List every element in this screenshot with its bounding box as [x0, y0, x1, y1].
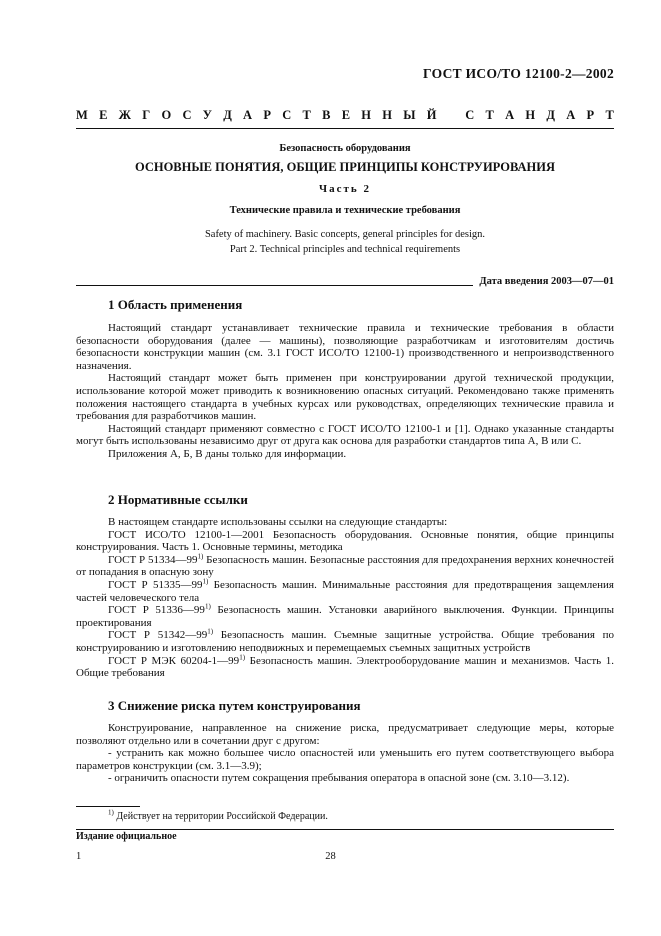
reference-text: Безопасность машин. Электрооборудование машин и механизмов. Часть 1. Общие требования — [76, 654, 614, 680]
banner-letter: Й — [426, 108, 437, 122]
footer-divider — [76, 829, 614, 830]
title-technical: Технические правила и технические требования — [229, 205, 461, 216]
footnote-ref: 1) — [207, 627, 214, 636]
introduction-date: Дата введения 2003—07—01 — [473, 276, 614, 287]
banner-letter: М — [76, 108, 88, 122]
paragraph: Настоящий стандарт применяют совместно с ГОСТ ИСО/ТО 12100-1 и [1]. Однако указанные стандарты могут быть использованы независимо друг от друга как основа для разработки стандартов типа А, В или С. — [76, 422, 614, 448]
standard-id: ГОСТ ИСО/ТО 12100-2—2002 — [423, 66, 614, 81]
reference-text: Безопасность машин. Установки аварийного выключения. Функции. Принципы проектирования — [76, 604, 615, 629]
section-2-heading: 2 Нормативные ссылки — [108, 492, 248, 507]
section-1-body — [76, 322, 614, 461]
footnote — [108, 808, 328, 822]
bullet-item: - ограничить опасности путем сокращения пребывания оператора в опасной зоне (см. 3.10—3.12). — [108, 772, 570, 785]
title-main: ОСНОВНЫЕ ПОНЯТИЯ, ОБЩИЕ ПРИНЦИПЫ КОНСТРУИРОВАНИЯ — [134, 160, 556, 174]
footnote-text: Действует на территории Российской Федерации. — [113, 811, 328, 822]
interstate-standard-banner — [76, 108, 614, 123]
reference-code: ГОСТ Р 51334—99 — [108, 553, 198, 566]
reference-text: Безопасность машин. Минимальные расстояния для предотвращения защемления частей человеческого тела — [76, 578, 614, 604]
title-subtitle: Безопасность оборудования — [279, 143, 411, 154]
section-3-body — [76, 722, 614, 785]
reference-item — [76, 579, 614, 604]
bullet-item: - устранить как можно большее число опасностей или уменьшить его путем соответствующего выбора параметров конструкции (см. 3.1—3.9); — [76, 747, 614, 772]
section-2-body — [76, 516, 614, 680]
paragraph: Настоящий стандарт может быть применен при конструировании другой технической продукции, использование которой может приводить к возникновению опасных ситуаций. Рекомендовано также применять положения настоящего стандарта в учебных курсах или руководствах, определяющих технические правила и требования для разработчиков машин. — [76, 372, 614, 423]
banner-letter: О — [161, 108, 172, 122]
reference-code: ГОСТ Р МЭК 60204-1—99 — [108, 654, 240, 667]
reference-item — [76, 604, 614, 629]
banner-letter: В — [322, 108, 331, 122]
reference-code: ГОСТ Р 51336—99 — [108, 604, 205, 617]
reference-item: ГОСТ ИСО/ТО 12100-1—2001 Безопасность оборудования. Основные понятия, общие принципы конструирования. Часть 1. Основные термины, методика — [76, 528, 614, 554]
banner-letter: С — [182, 108, 192, 122]
banner-letter: Ы — [403, 108, 416, 122]
banner-letter: А — [566, 108, 576, 122]
banner-letter: Н — [361, 108, 372, 122]
banner-letter: А — [505, 108, 515, 122]
top-divider — [76, 128, 614, 129]
reference-item — [76, 554, 614, 579]
footnote-divider — [76, 806, 140, 807]
banner-letter: Ж — [118, 108, 132, 122]
left-number: 1 — [76, 851, 82, 862]
banner-letter: Д — [223, 108, 232, 122]
banner-letter: Н — [525, 108, 536, 122]
banner-letter: Е — [341, 108, 351, 122]
paragraph: В настоящем стандарте использованы ссылки на следующие стандарты: — [108, 516, 448, 528]
paragraph: Приложения А, Б, В даны только для информации. — [108, 447, 347, 460]
reference-text: Безопасность машин. Безопасные расстояния для предохранения верхних конечностей от попадания в опасную зону — [76, 553, 614, 579]
reference-code: ГОСТ Р 51342—99 — [108, 629, 208, 642]
title-english-line2: Part 2. Technical principles and technical requirements — [229, 244, 461, 255]
footnote-mark: 1) — [108, 808, 114, 817]
banner-letter: Н — [382, 108, 392, 122]
footnote-ref: 1) — [202, 577, 209, 586]
banner-letter — [448, 108, 454, 123]
title-part: Часть 2 — [319, 183, 371, 195]
banner-letter: Е — [99, 108, 108, 122]
paragraph: Настоящий стандарт устанавливает технические правила и технические требования в области безопасности оборудования (далее — машины), позволяющие разработчикам и изготовителям достичь безопасности конструкции машин (см. 3.1 ГОСТ ИСО/ТО 12100-1) производственного и непроизводственного назначения. — [76, 322, 614, 372]
banner-letter: С — [282, 108, 292, 122]
banner-letter: Т — [302, 108, 311, 122]
banner-letter: Т — [605, 108, 614, 122]
section-1-heading: 1 Область применения — [108, 297, 243, 312]
banner-letter: А — [243, 108, 253, 122]
page-number: 28 — [325, 851, 336, 862]
banner-letter: Р — [586, 108, 595, 122]
banner-letter: Т — [485, 108, 494, 122]
footnote-ref: 1) — [197, 552, 204, 561]
reference-item — [76, 629, 614, 654]
footnote-ref: 1) — [239, 652, 246, 661]
banner-letter: У — [202, 108, 212, 122]
footnote-ref: 1) — [204, 602, 211, 611]
reference-text: Безопасность машин. Съемные защитные устройства. Общие требования по конструированию и изготовлению неподвижных и перемещаемых съемных защитных устройств — [76, 629, 614, 654]
official-edition-label: Издание официальное — [76, 831, 177, 842]
section-3-heading: 3 Снижение риска путем конструирования — [108, 698, 361, 713]
banner-letter: Р — [263, 108, 271, 122]
banner-letter: С — [465, 108, 475, 122]
title-english-line1: Safety of machinery. Basic concepts, general principles for design. — [204, 229, 486, 240]
paragraph: Конструирование, направленное на снижение риска, предусматривает следующие меры, которые позволяют отдельно или в сочетании друг с другом: — [76, 722, 614, 747]
banner-letter: Д — [546, 108, 556, 122]
reference-item — [76, 652, 614, 680]
reference-code: ГОСТ Р 51335—99 — [108, 578, 203, 591]
banner-letter: Г — [142, 108, 151, 122]
